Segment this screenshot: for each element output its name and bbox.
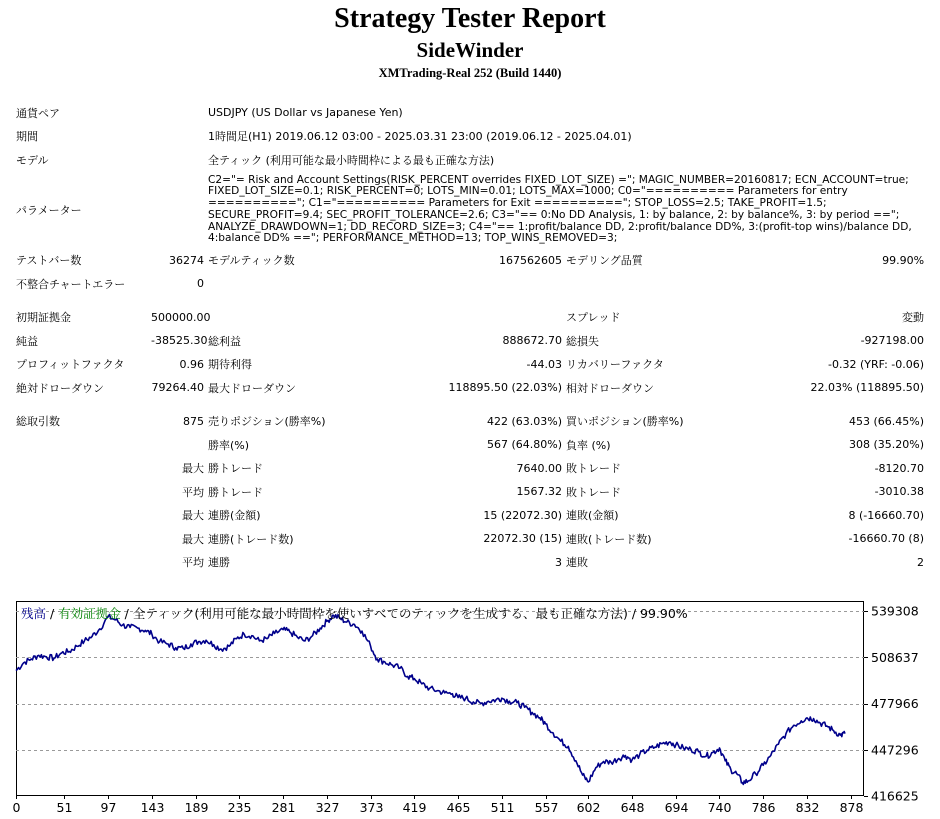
- x-tick-label: 511: [490, 800, 515, 815]
- deposit-row: [14, 305, 926, 329]
- cons-wins-money-value: 15 (22072.30): [483, 508, 562, 522]
- max-dd-label: 最大ドローダウン: [208, 381, 296, 395]
- spread-value: 変動: [902, 311, 925, 325]
- cons-wins-money-label: 連勝(金額): [208, 509, 261, 523]
- y-tick-label: 416625: [871, 788, 919, 804]
- report-table: [14, 101, 926, 574]
- period-label: 期間: [16, 130, 38, 144]
- y-tick-label: 539308: [871, 603, 919, 619]
- x-tick-label: 465: [446, 800, 471, 815]
- deposit-label: 初期証拠金: [16, 311, 71, 325]
- x-tick-label: 419: [402, 800, 427, 815]
- chart-legend: [21, 604, 688, 622]
- symbol-value: USDJPY (US Dollar vs Japanese Yen): [208, 106, 403, 120]
- winrate-label: 勝率(%): [208, 438, 250, 452]
- short-label: 売りポジション(勝率%): [208, 415, 326, 429]
- legend-equity: 有効証拠金: [58, 606, 121, 621]
- abs-dd-label: 絶対ドローダウン: [16, 381, 104, 395]
- symbol-row: [14, 101, 926, 125]
- cons-loss-count-value: -16660.70 (8): [848, 532, 925, 546]
- avg-trade-row: [14, 480, 926, 504]
- bars-label: テストバー数: [16, 254, 82, 268]
- cons-loss-money-label: 連敗(金額): [566, 509, 619, 523]
- pf-value: 0.96: [179, 357, 204, 371]
- payoff-value: -44.03: [526, 357, 562, 371]
- report-title: Strategy Tester Report: [334, 3, 606, 34]
- pf-label: プロフィットファクタ: [16, 358, 125, 372]
- x-tick-label: 557: [534, 800, 559, 815]
- y-tick-label: 477966: [871, 696, 919, 712]
- pf-row: [14, 352, 926, 376]
- x-tick-label: 143: [140, 800, 165, 815]
- trades-row: [14, 409, 926, 433]
- params-row: [14, 172, 926, 249]
- x-tick-label: 694: [664, 800, 689, 815]
- x-tick-label: 235: [227, 800, 252, 815]
- max-win-value: 7640.00: [516, 461, 562, 475]
- deposit-value: 500000.00: [151, 310, 211, 324]
- winrate-row: [14, 433, 926, 457]
- legend-rest: / 全ティック(利用可能な最小時間枠を使いすべてのティックを生成する、最も正確な方法) / 99.90%: [120, 606, 688, 621]
- x-tick-label: 648: [620, 800, 645, 815]
- model-row: [14, 148, 926, 172]
- x-tick-label: 189: [184, 800, 209, 815]
- avg-loss-value: -3010.38: [874, 485, 925, 499]
- quality-value: 99.90%: [882, 253, 925, 267]
- x-tick-label: 786: [751, 800, 776, 815]
- net-value: -38525.30: [151, 334, 208, 348]
- winrate-value: 567 (64.80%): [486, 438, 562, 452]
- x-tick-label: 878: [839, 800, 864, 815]
- cons-money-row: [14, 503, 926, 527]
- x-tick-label: 740: [707, 800, 732, 815]
- cons-loss-count-label: 連敗(トレード数): [566, 532, 652, 546]
- max-dd-value: 118895.50 (22.03%): [448, 381, 562, 395]
- trades-label: 総取引数: [16, 415, 60, 429]
- quality-label: モデリング品質: [566, 254, 643, 268]
- cons-loss-money-value: 8 (-16660.70): [848, 508, 925, 522]
- rel-dd-label: 相対ドローダウン: [566, 381, 654, 395]
- x-tick-label: 97: [100, 800, 117, 815]
- max-word: 最大: [182, 462, 204, 476]
- avg-word: 平均: [182, 556, 204, 570]
- recovery-label: リカバリーファクタ: [566, 358, 664, 372]
- cons-wins-count-value: 22072.30 (15): [483, 532, 562, 546]
- short-value: 422 (63.03%): [486, 414, 562, 428]
- avg-cons-loss-label: 連敗: [566, 556, 588, 570]
- max-loss-label: 敗トレード: [566, 462, 621, 476]
- x-tick-label: 373: [359, 800, 384, 815]
- ea-name: SideWinder: [416, 38, 524, 62]
- avg-word: 平均: [182, 485, 204, 499]
- recovery-value: -0.32 (YRF: -0.06): [827, 357, 925, 371]
- params-label: パラメーター: [16, 203, 82, 217]
- x-tick-label: 602: [576, 800, 601, 815]
- cons-count-row: [14, 527, 926, 551]
- x-tick-label: 832: [795, 800, 820, 815]
- bars-value: 36274: [169, 253, 204, 267]
- long-label: 買いポジション(勝率%): [566, 415, 684, 429]
- x-tick-label: 327: [315, 800, 340, 815]
- avg-cons-row: [14, 550, 926, 574]
- y-tick-label: 447296: [871, 742, 919, 758]
- dd-row: [14, 376, 926, 400]
- net-row: [14, 329, 926, 353]
- spread-label: スプレッド: [566, 311, 621, 325]
- avg-cons-win-label: 連勝: [208, 556, 230, 570]
- balance-chart: [12, 601, 926, 815]
- gross-loss-value: -927198.00: [860, 334, 925, 348]
- net-label: 純益: [16, 334, 38, 348]
- abs-dd-value: 79264.40: [151, 381, 204, 395]
- x-tick-label: 281: [271, 800, 296, 815]
- period-value: 1時間足(H1) 2019.06.12 03:00 - 2025.03.31 23:00 (2019.06.12 - 2025.04.01): [208, 130, 632, 144]
- lossrate-label: 負率 (%): [566, 438, 611, 452]
- avg-win-value: 1567.32: [516, 485, 562, 499]
- trades-value: 875: [183, 414, 204, 428]
- avg-loss-label: 敗トレード: [566, 485, 621, 499]
- max-loss-value: -8120.70: [874, 461, 925, 475]
- y-tick-label: 508637: [871, 649, 919, 665]
- x-tick-label: 51: [56, 800, 73, 815]
- model-label: モデル: [16, 153, 49, 167]
- legend-balance: 残高: [21, 606, 47, 621]
- params-value: C2="= Risk and Account Settings(RISK_PERCENT overrides FIXED_LOT_SIZE) ="; MAGIC_NUMBER=20160817; ECN_ACCOUNT=true; FIXED_LOT_SIZE=0.1; RISK_PERCENT=0; LOTS_MIN=0.01; LOTS_MAX=1000; C0="========== Parameters for entry =========="; C1="========== Parameters for Exit =========="; STOP_LOSS=2.5; TAKE_PROFIT=1.5; SECURE_PROFIT=9.4; SEC_PROFIT_TOLERANCE=2.6; C3="== 0:No DD Analysis, 1: by balance, 2: by balance%, 3: by period =="; ANALYZE_DRAWDOWN=1; DD_RECORD_SIZE=3; C4="== 1:profit/balance DD, 2:profit/balance DD%, 3:(profit-top wins)/balance DD, 4:balance DD% =="; PERFORMANCE_METHOD=13; TOP_WINS_REMOVED=3;: [208, 173, 912, 245]
- legend-sep: /: [46, 606, 59, 621]
- gross-loss-label: 総損失: [566, 334, 599, 348]
- ticks-label: モデルティック数: [208, 254, 295, 268]
- gross-profit-label: 総利益: [208, 334, 241, 348]
- rel-dd-value: 22.03% (118895.50): [810, 381, 925, 395]
- server-info: XMTrading-Real 252 (Build 1440): [378, 66, 562, 80]
- mismatch-value: 0: [197, 277, 204, 291]
- lossrate-value: 308 (35.20%): [849, 438, 925, 452]
- x-tick-label: 0: [12, 800, 21, 815]
- avg-cons-loss-value: 2: [917, 555, 925, 569]
- bars-row: [14, 248, 926, 272]
- symbol-label: 通貨ペア: [16, 106, 60, 120]
- avg-win-label: 勝トレード: [208, 485, 263, 499]
- gross-profit-value: 888672.70: [502, 334, 562, 348]
- avg-cons-win-value: 3: [555, 555, 562, 569]
- long-value: 453 (66.45%): [849, 414, 925, 428]
- mismatch-row: [14, 272, 926, 296]
- mismatch-label: 不整合チャートエラー: [16, 277, 126, 291]
- max-win-label: 勝トレード: [208, 462, 263, 476]
- max-trade-row: [14, 456, 926, 480]
- cons-wins-count-label: 連勝(トレード数): [208, 532, 294, 546]
- max-word: 最大: [182, 532, 204, 546]
- payoff-label: 期待利得: [208, 358, 252, 372]
- period-row: [14, 125, 926, 149]
- balance-chart-svg: [12, 601, 926, 815]
- model-value: 全ティック (利用可能な最小時間枠による最も正確な方法): [208, 153, 495, 167]
- max-word: 最大: [182, 509, 204, 523]
- ticks-value: 167562605: [499, 253, 562, 267]
